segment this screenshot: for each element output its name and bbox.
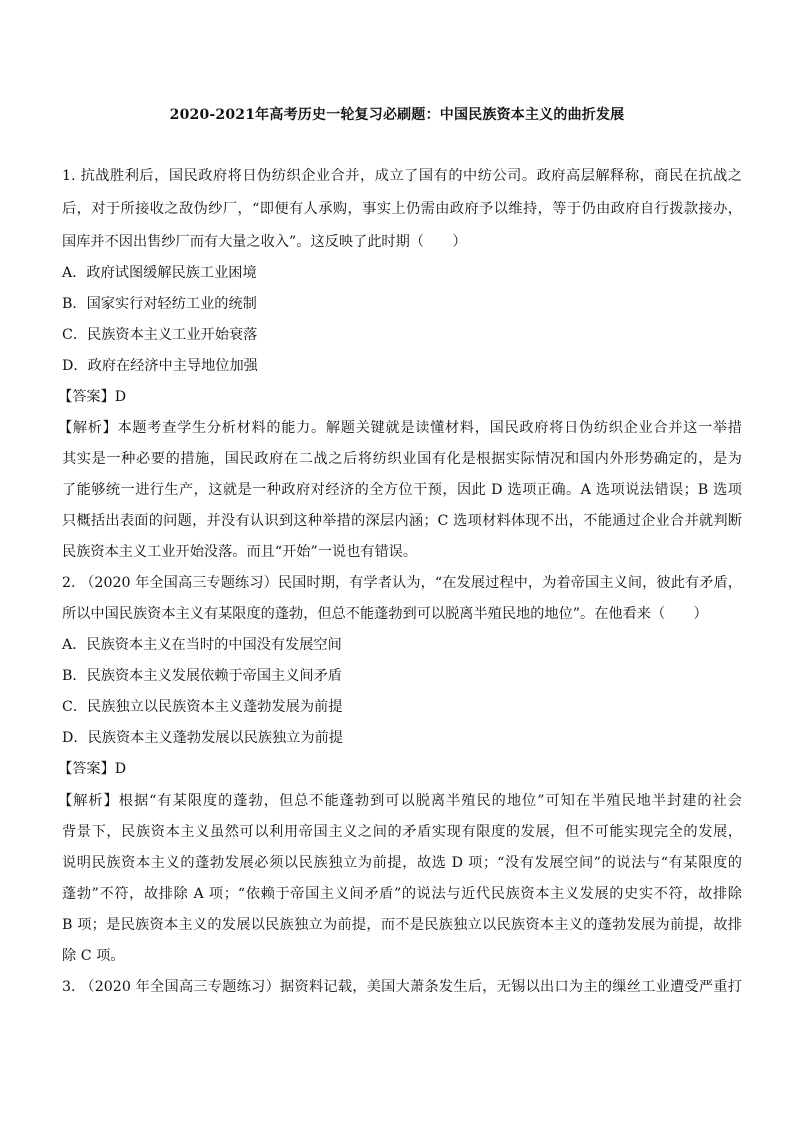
q1-stem-line: 后，对于所接收之敌伪纱厂，“即便有人承购，事实上仍需由政府予以维持，等于仍由政府自行拨款接办， [62, 201, 742, 217]
q2-option-a: A．民族资本主义在当时的中国没有发展空间 [62, 637, 342, 653]
q2-option-b: B．民族资本主义发展依赖于帝国主义间矛盾 [62, 668, 342, 684]
q1-stem-line: 1. 抗战胜利后，国民政府将日伪纺织企业合并，成立了国有的中纺公司。政府高层解释称，商民在抗战之 [62, 168, 742, 184]
q2-answer: 【答案】D [58, 761, 127, 777]
q2-analysis-line: 背景下，民族资本主义虽然可以利用帝国主义之间的矛盾实现有限度的发展，但不可能实现完全的发展， [62, 824, 742, 840]
q1-analysis-line: 了能够统一进行生产，这就是一种政府对经济的全方位干预，因此 D 选项正确。A 选项说法错误；B 选项 [62, 482, 742, 498]
q2-stem-line: 所以中国民族资本主义有某限度的蓬勃，但总不能蓬勃到可以脱离半殖民地的地位”。在他看来（ ） [62, 606, 708, 622]
q1-option-b: B．国家实行对轻纺工业的统制 [62, 296, 257, 312]
q1-option-d: D．政府在经济中主导地位加强 [62, 358, 258, 374]
q2-option-c: C．民族独立以民族资本主义蓬勃发展为前提 [62, 699, 343, 715]
q1-option-c: C．民族资本主义工业开始衰落 [62, 327, 258, 343]
q1-analysis-line: 只概括出表面的问题，并没有认识到这种举措的深层内涵；C 选项材料体现不出，不能通过企业合并就判断 [62, 513, 742, 529]
q2-analysis-line: B 项；是民族资本主义的发展以民族独立为前提，而不是民族独立以民族资本主义的蓬勃发展为前提，故排 [62, 917, 742, 933]
q2-analysis-line: 说明民族资本主义的蓬勃发展必须以民族独立为前提，故选 D 项；“没有发展空间”的说法与“有某限度的 [62, 855, 742, 871]
q1-analysis-line: 民族资本主义工业开始没落。而且“开始”一说也有错误。 [62, 544, 418, 560]
q1-answer: 【答案】D [58, 389, 127, 405]
q1-option-a: A．政府试图缓解民族工业困境 [62, 265, 257, 281]
q1-stem-line: 国库并不因出售纱厂而有大量之收入”。这反映了此时期（ ） [62, 234, 467, 250]
q1-analysis-line: 【解析】本题考查学生分析材料的能力。解题关键就是读懂材料，国民政府将日伪纺织企业合并这一举措 [58, 420, 742, 436]
page-title: 2020-2021年高考历史一轮复习必刷题：中国民族资本主义的曲折发展 [169, 107, 625, 123]
q2-stem-line: 2. （2020 年全国高三专题练习）民国时期，有学者认为，“在发展过程中，为着帝国主义间，彼此有矛盾， [62, 575, 742, 591]
q2-analysis-line: 蓬勃”不符，故排除 A 项；“依赖于帝国主义间矛盾”的说法与近代民族资本主义发展的史实不符，故排除 [62, 886, 742, 902]
q2-option-d: D．民族资本主义蓬勃发展以民族独立为前提 [62, 730, 343, 746]
q1-analysis-line: 其实是一种必要的措施，国民政府在二战之后将纺织业国有化是根据实际情况和国内外形势确定的，是为 [62, 451, 742, 467]
q2-analysis-line: 【解析】根据“有某限度的蓬勃，但总不能蓬勃到可以脱离半殖民的地位”可知在半殖民地半封建的社会 [58, 793, 742, 809]
q3-stem-line: 3. （2020 年全国高三专题练习）据资料记载，美国大萧条发生后，无锡以出口为主的缫丝工业遭受严重打 [62, 979, 742, 995]
q2-analysis-line: 除 C 项。 [62, 948, 125, 964]
